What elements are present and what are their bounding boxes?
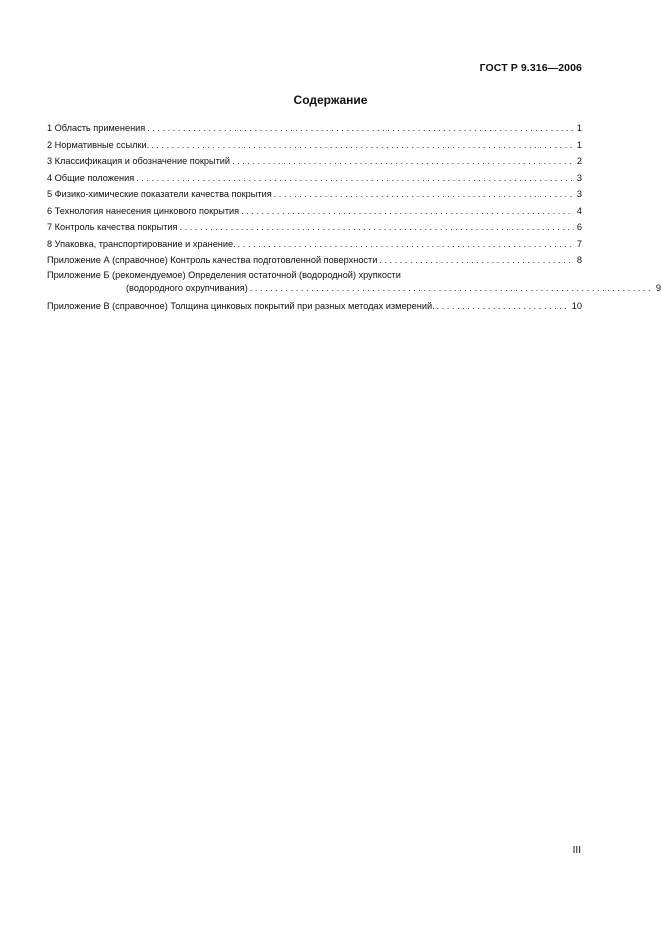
- toc-entry[interactable]: [47, 269, 661, 295]
- toc-entry-label-continued: (водородного охрупчивания): [126, 282, 248, 293]
- toc-entry-page: 2: [576, 156, 582, 166]
- toc-entry[interactable]: [47, 153, 582, 170]
- toc-leader: [250, 282, 653, 295]
- toc-entry-label: 2 Нормативные ссылки.: [47, 139, 150, 150]
- toc-entry-label: 8 Упаковка, транспортирование и хранение.: [47, 238, 236, 249]
- toc-entry-label: Приложение В (справочное) Толщина цинковых покрытий при разных методах измерений.: [47, 300, 435, 311]
- toc-leader: [232, 153, 574, 170]
- toc-entry[interactable]: [47, 236, 582, 253]
- toc-entry-page: 4: [576, 205, 582, 216]
- toc-entry-page: 8: [576, 255, 582, 265]
- toc-entry[interactable]: [47, 298, 582, 315]
- toc-entry[interactable]: [47, 203, 582, 220]
- toc-entry-label: Приложение А (справочное) Контроль качества подготовленной поверхности: [47, 255, 378, 265]
- toc-entry-label: 6 Технология нанесения цинкового покрытия: [47, 205, 240, 216]
- toc-entry-label: 5 Физико-химические показатели качества покрытия: [47, 189, 272, 199]
- toc-leader: [147, 120, 574, 137]
- toc-entry-label: 7 Контроль качества покрытия: [47, 222, 178, 232]
- toc-entry[interactable]: [47, 170, 582, 187]
- toc-entry-label: 4 Общие положения: [47, 172, 135, 183]
- toc-entry[interactable]: [47, 219, 582, 236]
- toc-entry-page: 1: [576, 139, 582, 150]
- toc-leader: [379, 252, 574, 269]
- toc-entry[interactable]: [47, 120, 582, 137]
- toc-entry-label: Приложение Б (рекомендуемое) Определения остаточной (водородной) хрупкости: [47, 269, 401, 280]
- toc-leader: [180, 219, 574, 236]
- toc-entry-page: 10: [571, 300, 582, 311]
- toc-leader: [437, 298, 569, 315]
- toc-entry-page: 9: [655, 282, 661, 293]
- toc-entry-label: 1 Область применения: [47, 123, 146, 133]
- toc-entry-label: 3 Классификация и обозначение покрытий: [47, 156, 231, 166]
- toc-title: Содержание: [293, 93, 368, 107]
- toc-leader: [238, 236, 574, 253]
- toc-leader: [274, 186, 574, 203]
- toc-entry-page: 1: [576, 123, 582, 133]
- toc-leader: [136, 170, 574, 187]
- table-of-contents: [47, 120, 661, 314]
- toc-entry-page: 6: [576, 222, 582, 232]
- toc-entry-page: 3: [576, 172, 582, 183]
- toc-leader: [241, 203, 574, 220]
- toc-entry-page: 7: [576, 238, 582, 249]
- toc-entry-page: 3: [576, 189, 582, 199]
- toc-entry[interactable]: [47, 137, 582, 154]
- page-number: III: [572, 845, 581, 856]
- toc-entry[interactable]: [47, 186, 582, 203]
- toc-leader: [151, 137, 574, 154]
- toc-entry[interactable]: [47, 252, 582, 269]
- document-code: ГОСТ Р 9.316—2006: [479, 62, 582, 74]
